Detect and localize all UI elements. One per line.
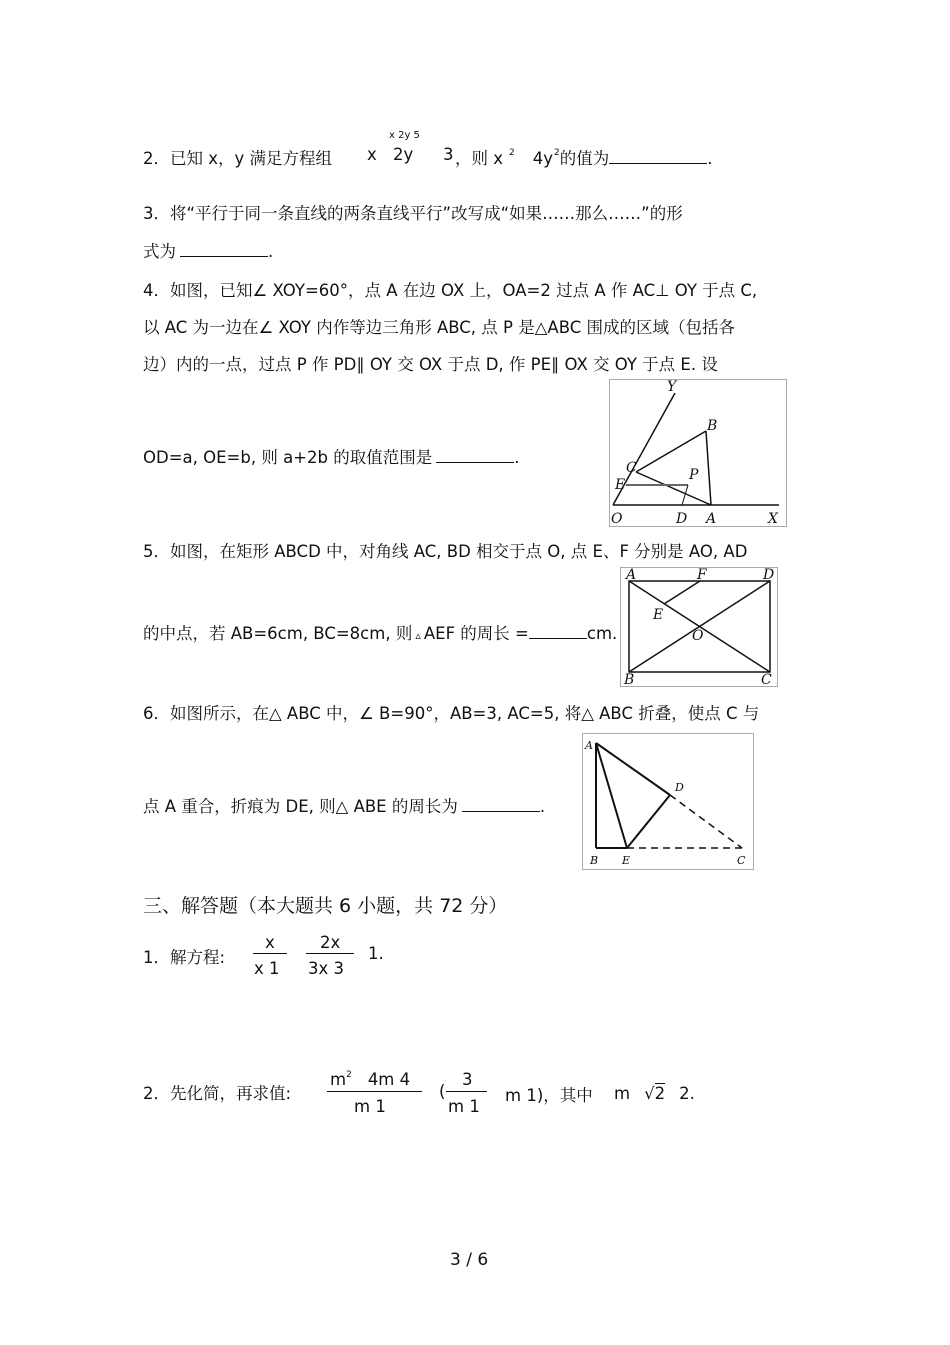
q2-system-top-row: x 2y 5 (389, 130, 420, 141)
q6-figure-border (583, 734, 754, 870)
segment-ba (706, 431, 711, 505)
q2-sys-2y: 2y (393, 145, 414, 164)
q5-figure (620, 567, 778, 687)
label-y: Y (667, 379, 677, 395)
q6-diagram (582, 733, 754, 870)
label-e: E (615, 477, 626, 493)
label-b: B (707, 418, 718, 434)
s1-fraction-bar-2 (306, 953, 354, 954)
s1-num1: x (265, 933, 275, 952)
s2-minus-val: 2 (679, 1084, 690, 1103)
q5-line2-b: AEF 的周长 = (423, 624, 529, 643)
s1-rhs (368, 944, 384, 963)
q3-answer-blank (180, 242, 268, 257)
s2-num3: 3 (462, 1070, 473, 1089)
q6-figure (582, 733, 754, 870)
s1-num2: 2x (320, 933, 341, 952)
q5-unit: cm. (586, 624, 618, 643)
q2-sys-x: x (367, 145, 377, 164)
s2-den3: m 1 (448, 1097, 480, 1116)
segment-ef (664, 581, 700, 604)
s2-numerator (330, 1070, 410, 1089)
s2-num-exp: 2 (346, 1070, 352, 1080)
q4-line3: 边）内的一点，过点 P 作 PD∥ OY 交 OX 于点 D, 作 PE∥ OX 交 OY 于点 E. 设 (143, 355, 718, 374)
s2-num-rest: 4m 4 (367, 1070, 411, 1089)
s2-paren-open: ( (439, 1082, 446, 1101)
label-e: E (622, 854, 631, 867)
q6-line2-text: 点 A 重合，折痕为 DE, 则△ ABE 的周长为 (143, 797, 458, 816)
q3-end: . (268, 242, 274, 261)
q3-prefix: 式为 (143, 242, 176, 261)
q2-then: ，则 x (455, 149, 504, 168)
q5-line1: 5．如图，在矩形 ABCD 中，对角线 AC, BD 相交于点 O, 点 E、F 分别是 AO, AD (143, 542, 748, 561)
section-title: 三、解答题（本大题共 6 小题，共 72 分） (143, 895, 508, 917)
q4-line2: 以 AC 为一边在∠ XOY 内作等边三角形 ABC, 点 P 是△ABC 围成的区域（包括各 (143, 318, 735, 337)
sqrt-radicand: 2 (654, 1084, 666, 1103)
label-c: C (761, 672, 772, 687)
q5-line2 (143, 620, 617, 644)
page-number: 3 / 6 (450, 1250, 489, 1270)
q5-answer-blank (529, 624, 587, 639)
q5-diagram (620, 567, 778, 687)
label-d: D (675, 781, 684, 794)
s2-label: 2．先化简，再求值: (143, 1084, 292, 1103)
label-c: C (626, 460, 637, 476)
s2-paren-rest: m 1)，其中 (505, 1086, 593, 1105)
q4-end: . (514, 448, 520, 467)
label-a: A (706, 511, 717, 527)
label-o: O (692, 628, 704, 644)
q2-text: 2．已知 x，y 满足方程组 (143, 149, 333, 168)
label-d: D (676, 511, 688, 527)
q4-line4-text: OD=a, OE=b, 则 a+2b 的取值范围是 (143, 448, 433, 467)
label-x: X (768, 511, 778, 527)
q2-end: . (707, 149, 713, 168)
segment-dc-dashed (670, 795, 742, 848)
q4-diagram (609, 379, 787, 527)
label-o: O (611, 511, 623, 527)
segment-ca (636, 472, 711, 505)
label-p: P (689, 467, 699, 483)
sqrt-sign: √ (644, 1084, 655, 1103)
q3-line2 (143, 238, 273, 262)
label-d: D (763, 567, 775, 583)
label-e: E (653, 607, 664, 623)
q2-tail: 的值为 (559, 149, 610, 168)
s1-rhs-value: 1 (368, 944, 379, 963)
q2-exp1: 2 (509, 148, 515, 158)
label-b: B (624, 672, 635, 687)
q6-line1: 6．如图所示，在△ ABC 中，∠ B=90°，AB=3, AC=5, 将△ ABC 折叠，使点 C 与 (143, 704, 760, 723)
q4-line1: 4．如图，已知∠ XOY=60°，点 A 在边 OX 上，OA=2 过点 A 作 AC⊥ OY 于点 C, (143, 281, 758, 300)
q3-line1: 3．将“平行于同一条直线的两条直线平行”改写成“如果……那么……”的形 (143, 204, 683, 223)
label-a: A (626, 567, 637, 583)
q6-line2 (143, 793, 545, 817)
triangle-symbol: ▵ (415, 629, 421, 642)
s1-label: 1．解方程: (143, 948, 226, 967)
s2-end: . (689, 1084, 695, 1103)
s2-fraction-bar-1 (327, 1091, 422, 1092)
s1-den1: x 1 (254, 959, 280, 978)
s2-where-m: m (614, 1084, 631, 1103)
q2-exp2: 2 (554, 148, 560, 158)
s2-fraction-bar-2 (446, 1091, 487, 1092)
s2-where (614, 1084, 695, 1103)
q4-line4 (143, 444, 519, 468)
q6-answer-blank (462, 797, 540, 812)
label-a: A (585, 739, 593, 752)
q2-answer-blank (609, 149, 707, 164)
q2-expression (455, 145, 713, 169)
s2-num-m: m (330, 1070, 347, 1089)
s1-fraction-bar-1 (253, 953, 287, 954)
q6-end: . (539, 797, 546, 816)
q2-mid: 4y (532, 149, 554, 168)
segment-ae (596, 743, 627, 848)
fold-line-de (627, 795, 670, 848)
q2-sys-3: 3 (443, 145, 454, 164)
q4-figure (609, 379, 787, 527)
s1-den2: 3x 3 (308, 959, 345, 978)
s2-den: m 1 (354, 1097, 386, 1116)
q2-stem (143, 145, 332, 169)
q4-answer-blank (436, 448, 514, 463)
label-b: B (590, 854, 599, 867)
q5-line2-a: 的中点，若 AB=6cm, BC=8cm, 则 (143, 624, 413, 643)
segment-cb (636, 431, 706, 472)
label-c: C (737, 854, 746, 867)
s1-end: . (378, 944, 384, 963)
segment-ad (596, 743, 670, 795)
label-f: F (697, 567, 707, 583)
